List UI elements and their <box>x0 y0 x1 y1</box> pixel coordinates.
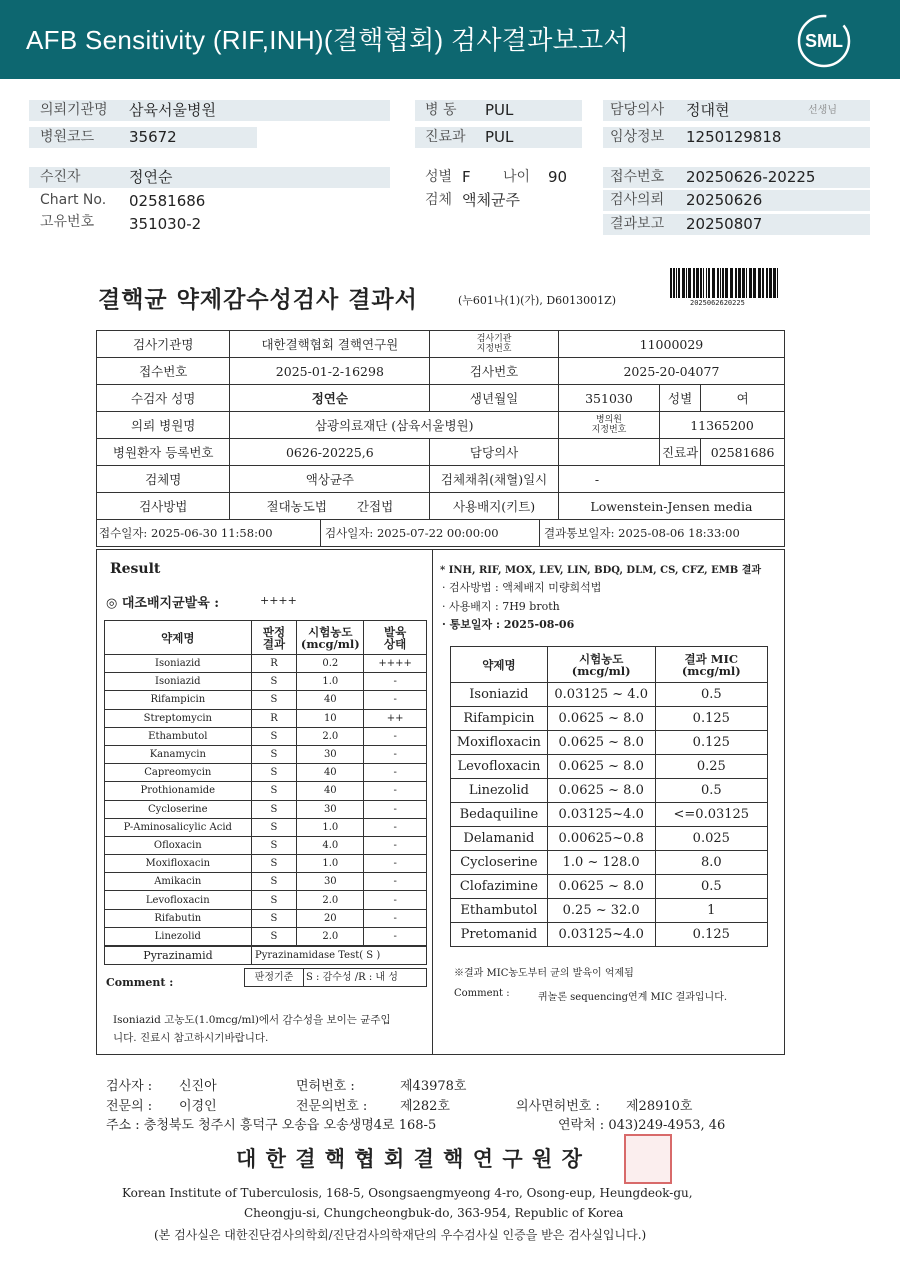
t3-cell: 0.125 <box>655 923 767 947</box>
barcode-bar <box>676 268 677 298</box>
t2-header: 시험농도 (mcg/ml) <box>297 621 364 655</box>
t2-cell: 4.0 <box>297 836 364 854</box>
table-row <box>105 709 427 727</box>
request-label: 검사의뢰 <box>610 192 665 208</box>
mic-comment: 퀴놀론 sequencing연계 MIC 결과입니다. <box>538 992 728 1003</box>
criteria-label: 판정기준 <box>244 968 304 987</box>
t2-cell: S <box>251 927 297 945</box>
pza-label: Pyrazinamid <box>104 946 252 965</box>
info-bar <box>29 167 390 188</box>
barcode-bar <box>720 268 721 298</box>
t3-cell: Moxifloxacin <box>451 731 548 755</box>
cell: 의뢰 병원명 <box>97 412 230 439</box>
logo-text: SML <box>805 31 843 51</box>
t2-cell: S <box>251 855 297 873</box>
criteria-value: S : 감수성 /R : 내 성 <box>303 968 427 987</box>
t3-cell: 0.25 ~ 32.0 <box>547 899 655 923</box>
cell: 검체명 <box>97 466 230 493</box>
barcode-bar <box>749 268 752 298</box>
t2-cell: Prothionamide <box>105 782 252 800</box>
t2-cell: Isoniazid <box>105 655 252 673</box>
table-row <box>105 655 427 673</box>
chart-value: 02581686 <box>129 192 206 210</box>
t2-cell: Streptomycin <box>105 709 252 727</box>
table-row <box>105 764 427 782</box>
barcode-bar <box>670 268 672 298</box>
t2-header: 약제명 <box>105 621 252 655</box>
t3-cell: Cycloserine <box>451 851 548 875</box>
table-row <box>105 727 427 745</box>
t2-cell: 40 <box>297 764 364 782</box>
test-date: 검사일자: 2025-07-22 00:00:00 <box>321 520 540 546</box>
method-b: 간접법 <box>356 499 394 514</box>
t2-cell: 1.0 <box>297 673 364 691</box>
t2-cell: - <box>364 891 427 909</box>
cell: 진료과 <box>660 439 701 466</box>
tester-value: 신진아 <box>179 1079 217 1094</box>
t2-cell: S <box>251 873 297 891</box>
barcode-bar <box>758 268 761 298</box>
doctor-license-label: 의사면허번호 : <box>516 1099 600 1114</box>
cell: 11000029 <box>558 331 784 358</box>
barcode-bar <box>708 268 710 298</box>
certification-note: (본 검사실은 대한진단검사의학회/진단검사의학재단의 우수검사실 인증을 받은 검사실입니다.) <box>154 1228 647 1242</box>
mic-medium: · 사용배지 : 7H9 broth <box>442 600 560 613</box>
t2-cell: S <box>251 782 297 800</box>
t2-cell: Amikacin <box>105 873 252 891</box>
t3-cell: Ethambutol <box>451 899 548 923</box>
t3-header: 결과 MIC (mcg/ml) <box>655 647 767 683</box>
cell: 11365200 <box>660 412 785 439</box>
t2-cell: Rifampicin <box>105 691 252 709</box>
t3-cell: Linezolid <box>451 779 548 803</box>
uid-value: 351030-2 <box>129 215 202 233</box>
t3-cell: Delamanid <box>451 827 548 851</box>
t2-cell: - <box>364 673 427 691</box>
t2-cell: S <box>251 691 297 709</box>
t2-cell: 2.0 <box>297 927 364 945</box>
t3-cell: 0.125 <box>655 731 767 755</box>
t2-cell: 0.2 <box>297 655 364 673</box>
cell: 검사기관명 <box>97 331 230 358</box>
t2-cell: Ethambutol <box>105 727 252 745</box>
t2-cell: 2.0 <box>297 727 364 745</box>
t2-cell: 40 <box>297 782 364 800</box>
barcode-bar <box>753 268 756 298</box>
table-row <box>105 800 427 818</box>
t2-cell: 1.0 <box>297 855 364 873</box>
t3-cell: Isoniazid <box>451 683 548 707</box>
barcode <box>670 268 780 298</box>
table-row <box>451 803 768 827</box>
table-row <box>105 855 427 873</box>
address: 주소 : 충청북도 청주시 흥덕구 오송읍 오송생명4로 168-5 <box>106 1118 437 1133</box>
doctor-value: 정대현 <box>686 101 730 119</box>
cell: 삼광의료재단 (삼육서울병원) <box>230 412 558 439</box>
barcode-bar <box>742 268 745 298</box>
t2-cell: 40 <box>297 691 364 709</box>
t3-cell: 8.0 <box>655 851 767 875</box>
t3-cell: 0.03125 ~ 4.0 <box>547 683 655 707</box>
comment-label: Comment : <box>106 976 174 989</box>
cell: Lowenstein-Jensen media <box>558 493 784 520</box>
t2-cell: - <box>364 873 427 891</box>
cell: 검체채취(채혈)일시 <box>430 466 559 493</box>
institute-name: 대 한 결 핵 협 회 결 핵 연 구 원 장 <box>236 1146 583 1171</box>
t3-cell: 0.5 <box>655 683 767 707</box>
t2-cell: - <box>364 782 427 800</box>
chart-label: Chart No. <box>40 192 107 208</box>
hospital-value: 삼육서울병원 <box>129 101 216 119</box>
barcode-bar <box>762 268 764 298</box>
doctor-label: 담당의사 <box>610 102 665 118</box>
t2-cell: S <box>251 891 297 909</box>
table-row <box>105 818 427 836</box>
comment-line1: Isoniazid 고농도(1.0mcg/ml)에서 감수성을 보이는 균주입 <box>113 1014 391 1026</box>
phone: 연락처 : 043)249-4953, 46 <box>558 1118 726 1133</box>
report-date-label: 결과보고 <box>610 216 665 232</box>
t3-cell: 0.0625 ~ 8.0 <box>547 875 655 899</box>
hospital-label: 의뢰기관명 <box>40 102 108 118</box>
barcode-bar <box>688 268 691 298</box>
barcode-bar <box>682 268 685 298</box>
cell: 검사기관 지정번호 <box>430 331 559 358</box>
clinical-label: 임상정보 <box>610 129 665 145</box>
hospital-code-value: 35672 <box>129 128 177 146</box>
official-seal <box>624 1134 672 1184</box>
sensitivity-table <box>104 620 427 946</box>
t2-cell: 30 <box>297 873 364 891</box>
t2-cell: - <box>364 855 427 873</box>
t2-cell: 20 <box>297 909 364 927</box>
table-row <box>451 755 768 779</box>
t3-cell: 0.0625 ~ 8.0 <box>547 731 655 755</box>
cell: 액상균주 <box>230 466 430 493</box>
dates-row <box>97 520 785 547</box>
t2-cell: 2.0 <box>297 891 364 909</box>
t3-cell: 0.0625 ~ 8.0 <box>547 755 655 779</box>
t3-cell: Bedaquiline <box>451 803 548 827</box>
table-row <box>105 745 427 763</box>
table-row <box>105 673 427 691</box>
t2-cell: 10 <box>297 709 364 727</box>
t3-cell: 0.03125~4.0 <box>547 803 655 827</box>
test-info-table <box>96 330 785 547</box>
ward-label: 병 동 <box>425 102 457 118</box>
t2-cell: R <box>251 655 297 673</box>
t2-cell: - <box>364 836 427 854</box>
clinical-value: 1250129818 <box>686 128 782 146</box>
table-row <box>105 782 427 800</box>
cell: 351030 <box>558 385 659 412</box>
cell: 수검자 성명 <box>97 385 230 412</box>
t2-cell: Kanamycin <box>105 745 252 763</box>
t2-cell: 1.0 <box>297 818 364 836</box>
cell: 대한결핵협회 결핵연구원 <box>230 331 430 358</box>
barcode-bar <box>725 268 728 298</box>
doctor-suffix: 선생님 <box>808 105 837 116</box>
ward-value: PUL <box>485 101 514 119</box>
uid-label: 고유번호 <box>40 214 95 230</box>
cell: 성별 <box>660 385 701 412</box>
receipt-date: 접수일자: 2025-06-30 11:58:00 <box>97 520 321 546</box>
cell: 2025-20-04077 <box>558 358 784 385</box>
t3-cell: 0.25 <box>655 755 767 779</box>
t2-cell: S <box>251 673 297 691</box>
barcode-bar <box>700 268 702 298</box>
request-value: 20250626 <box>686 191 763 209</box>
cell: 정연순 <box>230 385 430 412</box>
cell: 검사번호 <box>430 358 559 385</box>
sml-logo <box>796 13 852 69</box>
t3-cell: 0.125 <box>655 707 767 731</box>
t3-cell: 0.5 <box>655 779 767 803</box>
barcode-bar <box>769 268 772 298</box>
mic-note: ※결과 MIC농도부터 균의 발육이 억제됨 <box>454 968 634 979</box>
t2-header: 발육 상태 <box>364 621 427 655</box>
t2-cell: - <box>364 691 427 709</box>
barcode-bar <box>766 268 768 298</box>
cell: 접수번호 <box>97 358 230 385</box>
english-address-2: Cheongju-si, Chungcheongbuk-do, 363-954, Republic of Korea <box>244 1206 624 1220</box>
t2-cell: Isoniazid <box>105 673 252 691</box>
t2-header: 판정 결과 <box>251 621 297 655</box>
t3-header: 약제명 <box>451 647 548 683</box>
table-row <box>105 836 427 854</box>
table-row <box>451 827 768 851</box>
t2-cell: R <box>251 709 297 727</box>
doctor-license-value: 제28910호 <box>626 1099 693 1114</box>
english-address-1: Korean Institute of Tuberculosis, 168-5, Osongsaengmyeong 4-ro, Osong-eup, Heungdeok-gu, <box>122 1186 693 1200</box>
control-value: ++++ <box>260 594 297 607</box>
barcode-bar <box>678 268 680 298</box>
mic-notify: · 통보일자 : 2025-08-06 <box>442 618 575 631</box>
t2-cell: S <box>251 909 297 927</box>
t3-cell: 0.0625 ~ 8.0 <box>547 779 655 803</box>
barcode-bar <box>712 268 715 298</box>
notify-date: 결과통보일자: 2025-08-06 18:33:00 <box>544 526 740 540</box>
t2-cell: S <box>251 764 297 782</box>
mic-table <box>450 646 768 947</box>
t2-cell: S <box>251 818 297 836</box>
dept-value: PUL <box>485 128 514 146</box>
t3-cell: 1.0 ~ 128.0 <box>547 851 655 875</box>
t2-cell: ++ <box>364 709 427 727</box>
table-row <box>451 899 768 923</box>
barcode-bar <box>722 268 724 298</box>
table-row <box>451 923 768 947</box>
t2-cell: - <box>364 800 427 818</box>
cell: 02581686 <box>701 439 785 466</box>
table-row <box>105 691 427 709</box>
specialist-label: 전문의 : <box>106 1099 153 1114</box>
specialist-no-value: 제282호 <box>400 1099 450 1114</box>
sex-label: 성별 <box>425 169 453 185</box>
t2-cell: Ofloxacin <box>105 836 252 854</box>
barcode-bar <box>773 268 776 298</box>
pza-value: Pyrazinamidase Test( S ) <box>251 946 427 965</box>
t3-cell: Levofloxacin <box>451 755 548 779</box>
cell: 0626-20225,6 <box>230 439 430 466</box>
report-title: AFB Sensitivity (RIF,INH)(결핵협회) 검사결과보고서 <box>26 25 629 55</box>
mic-method: · 검사방법 : 액체배지 미량희석법 <box>442 581 602 594</box>
cell: 병의원 지정번호 <box>558 412 659 439</box>
patient-value: 정연순 <box>129 168 173 186</box>
t3-cell: 0.0625 ~ 8.0 <box>547 707 655 731</box>
cell: 여 <box>701 385 785 412</box>
age-label: 나이 <box>503 169 531 185</box>
cell: - <box>558 466 784 493</box>
t2-cell: Linezolid <box>105 927 252 945</box>
t3-cell: <=0.03125 <box>655 803 767 827</box>
sex-value: F <box>462 168 471 186</box>
barcode-bar <box>717 268 719 298</box>
table-row <box>105 909 427 927</box>
t3-cell: 0.025 <box>655 827 767 851</box>
t2-cell: P-Aminosalicylic Acid <box>105 818 252 836</box>
result-divider <box>432 549 433 1055</box>
cell: 사용배지(키트) <box>430 493 559 520</box>
license-value: 제43978호 <box>400 1079 467 1094</box>
t2-cell: - <box>364 764 427 782</box>
cell: 2025-01-2-16298 <box>230 358 430 385</box>
age-value: 90 <box>548 168 568 186</box>
t2-cell: Moxifloxacin <box>105 855 252 873</box>
tester-label: 검사자 : <box>106 1079 153 1094</box>
dept-label: 진료과 <box>425 129 466 145</box>
t2-cell: Cycloserine <box>105 800 252 818</box>
t2-cell: S <box>251 745 297 763</box>
t2-cell: 30 <box>297 800 364 818</box>
cell: 병원환자 등록번호 <box>97 439 230 466</box>
t2-cell: S <box>251 836 297 854</box>
t3-cell: Clofazimine <box>451 875 548 899</box>
table-row <box>105 927 427 945</box>
cell <box>230 493 430 520</box>
receipt-value: 20250626-20225 <box>686 168 816 186</box>
license-label: 면허번호 : <box>296 1079 355 1094</box>
t3-cell: 0.03125~4.0 <box>547 923 655 947</box>
t3-cell: Rifampicin <box>451 707 548 731</box>
table-row <box>451 875 768 899</box>
specimen-label: 검체 <box>425 192 453 208</box>
specialist-value: 이경인 <box>179 1099 217 1114</box>
doc-code: (누601나(1)(가), D6013001Z) <box>458 294 617 307</box>
table-row <box>451 731 768 755</box>
t3-cell: 1 <box>655 899 767 923</box>
t2-cell: ++++ <box>364 655 427 673</box>
t2-cell: - <box>364 727 427 745</box>
t2-cell: - <box>364 818 427 836</box>
cell: 담당의사 <box>430 439 559 466</box>
barcode-bar <box>746 268 747 298</box>
t3-cell: 0.00625~0.8 <box>547 827 655 851</box>
table-row <box>451 683 768 707</box>
t3-cell: Pretomanid <box>451 923 548 947</box>
barcode-bar <box>735 268 737 298</box>
t2-cell: 30 <box>297 745 364 763</box>
report-date-value: 20250807 <box>686 215 763 233</box>
table-row <box>451 707 768 731</box>
result-title: Result <box>110 561 161 577</box>
mic-head: * INH, RIF, MOX, LEV, LIN, BDQ, DLM, CS, CFZ, EMB 결과 <box>440 565 762 576</box>
barcode-bar <box>696 268 699 298</box>
patient-label: 수진자 <box>40 169 81 185</box>
t2-cell: Capreomycin <box>105 764 252 782</box>
barcode-bar <box>686 268 687 298</box>
barcode-bar <box>706 268 707 298</box>
cell: 생년월일 <box>430 385 559 412</box>
table-row <box>451 779 768 803</box>
control-label: ◎ 대조배지균발육 : <box>106 596 220 611</box>
t2-cell: - <box>364 909 427 927</box>
table-row <box>105 891 427 909</box>
barcode-bar <box>777 268 778 298</box>
barcode-bar <box>738 268 741 298</box>
barcode-text: 2025062620225 <box>690 299 745 307</box>
t2-cell: S <box>251 800 297 818</box>
hospital-code-label: 병원코드 <box>40 129 95 145</box>
table-row <box>105 873 427 891</box>
cell: 검사방법 <box>97 493 230 520</box>
method-a: 절대농도법 <box>266 499 327 514</box>
t3-header: 시험농도 (mcg/ml) <box>547 647 655 683</box>
t2-cell: Rifabutin <box>105 909 252 927</box>
doc-title: 결핵균 약제감수성검사 결과서 <box>98 286 418 313</box>
comment-line2: 니다. 진료시 참고하시기바랍니다. <box>113 1032 269 1044</box>
t2-cell: - <box>364 745 427 763</box>
t2-cell: - <box>364 927 427 945</box>
cell <box>558 439 659 466</box>
barcode-bar <box>673 268 675 298</box>
barcode-bar <box>730 268 733 298</box>
specialist-no-label: 전문의번호 : <box>296 1099 368 1114</box>
table-row <box>451 851 768 875</box>
t3-cell: 0.5 <box>655 875 767 899</box>
specimen-value: 액체균주 <box>462 191 520 209</box>
mic-comment-label: Comment : <box>454 988 510 999</box>
t2-cell: Levofloxacin <box>105 891 252 909</box>
receipt-label: 접수번호 <box>610 169 665 185</box>
barcode-bar <box>693 268 695 298</box>
barcode-bar <box>703 268 704 298</box>
t2-cell: S <box>251 727 297 745</box>
